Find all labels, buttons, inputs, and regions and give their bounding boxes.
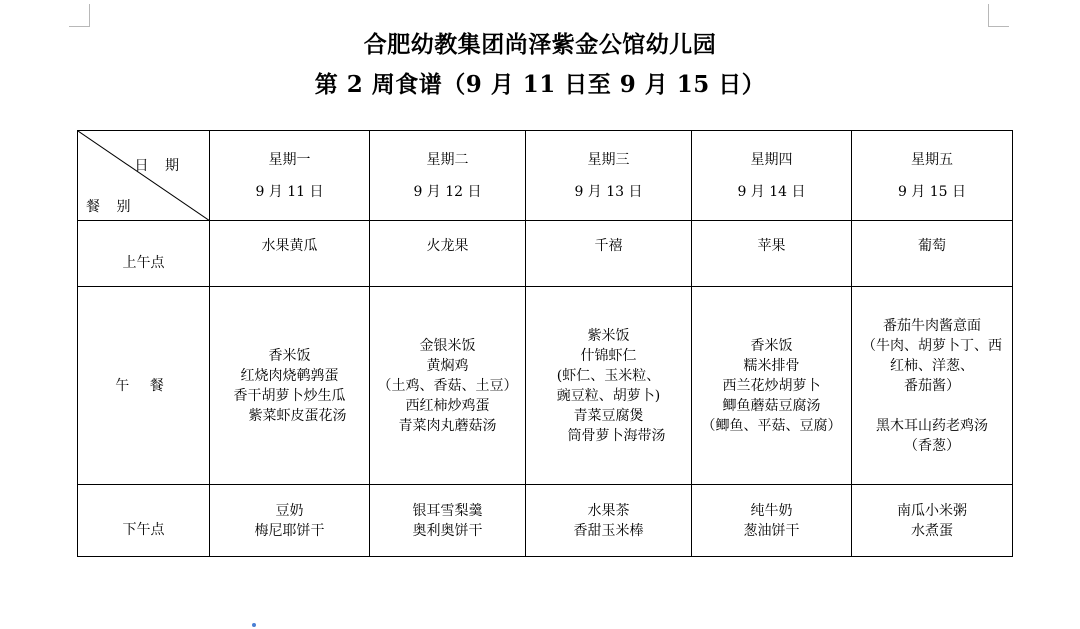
menu-item: 糯米排骨 bbox=[743, 357, 800, 374]
day-date: 9 月 12 日 bbox=[413, 183, 482, 200]
menu-item: 银耳雪梨羹 bbox=[412, 502, 483, 519]
menu-item: 豌豆粒、胡萝卜) bbox=[556, 387, 661, 404]
menu-item: 葱油饼干 bbox=[743, 522, 800, 539]
menu-item: 南瓜小米粥 bbox=[897, 502, 967, 519]
day-name: 星期一 bbox=[268, 151, 311, 168]
lunch-items-thu bbox=[692, 287, 852, 485]
lunch-items-fri bbox=[852, 287, 1013, 485]
menu-item: 黄焖鸡 bbox=[426, 357, 469, 374]
menu-item: 香干胡萝卜炒生瓜 bbox=[233, 387, 346, 404]
day-header-thu bbox=[692, 131, 852, 221]
row-label-lunch bbox=[78, 287, 210, 485]
day-name: 星期二 bbox=[426, 151, 469, 168]
menu-item: 苹果 bbox=[757, 237, 786, 254]
day-header-fri bbox=[852, 131, 1013, 221]
menu-item: 紫菜虾皮蛋花汤 bbox=[248, 407, 347, 424]
row-label-text: 午 餐 bbox=[115, 377, 172, 394]
menu-item: 香米饭 bbox=[268, 347, 311, 364]
menu-item: 紫米饭 bbox=[587, 327, 630, 344]
menu-item: （牛肉、胡萝卜丁、西 bbox=[862, 337, 1002, 354]
menu-item: 鲫鱼蘑菇豆腐汤 bbox=[722, 397, 821, 414]
menu-item: 黑木耳山药老鸡汤 bbox=[876, 417, 988, 434]
day-name: 星期三 bbox=[587, 151, 630, 168]
day-name: 星期五 bbox=[911, 151, 953, 168]
menu-item: 什锦虾仁 bbox=[580, 347, 637, 364]
lunch-items-mon bbox=[210, 287, 370, 485]
menu-item: 千禧 bbox=[594, 237, 623, 254]
menu-item: 金银米饭 bbox=[419, 337, 476, 354]
menu-item: （鲫鱼、平菇、豆腐） bbox=[701, 417, 842, 434]
day-header-wed bbox=[526, 131, 692, 221]
day-date: 9 月 14 日 bbox=[737, 183, 806, 200]
menu-item-spacer bbox=[852, 396, 1012, 416]
page-corner-mark-right bbox=[988, 4, 1009, 27]
morning-item-mon bbox=[210, 221, 370, 287]
menu-item: （土鸡、香菇、土豆） bbox=[377, 377, 518, 394]
day-date: 9 月 13 日 bbox=[574, 183, 643, 200]
menu-item: 葡萄 bbox=[918, 237, 946, 254]
afternoon-items-fri bbox=[852, 485, 1013, 557]
row-label-text: 下午点 bbox=[122, 521, 165, 538]
morning-item-wed bbox=[526, 221, 692, 287]
morning-item-fri bbox=[852, 221, 1013, 287]
menu-item: 红柿、洋葱、 bbox=[890, 357, 974, 374]
lunch-items-wed bbox=[526, 287, 692, 485]
menu-item: 西兰花炒胡萝卜 bbox=[722, 377, 821, 394]
menu-item: 番茄牛肉酱意面 bbox=[883, 317, 981, 334]
afternoon-items-tue bbox=[370, 485, 526, 557]
corner-date-label: 日 期 bbox=[134, 158, 185, 174]
menu-item: 水果茶 bbox=[587, 502, 630, 519]
header-row bbox=[78, 131, 1013, 221]
lunch-items-tue bbox=[370, 287, 526, 485]
day-date: 9 月 11 日 bbox=[255, 183, 324, 200]
menu-item: 番茄酱） bbox=[904, 377, 960, 394]
menu-item: 青菜豆腐煲 bbox=[573, 407, 644, 424]
corner-meal-label: 餐 别 bbox=[86, 199, 137, 215]
row-label-afternoon bbox=[78, 485, 210, 557]
row-label-text: 上午点 bbox=[122, 254, 165, 271]
morning-item-thu bbox=[692, 221, 852, 287]
menu-item: 水煮蛋 bbox=[911, 522, 953, 539]
menu-item: 梅尼耶饼干 bbox=[254, 522, 325, 539]
menu-item: 水果黄瓜 bbox=[261, 237, 318, 254]
afternoon-items-mon bbox=[210, 485, 370, 557]
day-date: 9 月 15 日 bbox=[897, 183, 967, 200]
afternoon-items-thu bbox=[692, 485, 852, 557]
afternoon-items-wed bbox=[526, 485, 692, 557]
afternoon-snack-row bbox=[78, 485, 1013, 557]
menu-item: 青菜肉丸蘑菇汤 bbox=[398, 417, 497, 434]
day-header-mon bbox=[210, 131, 370, 221]
menu-item: 奥利奥饼干 bbox=[412, 522, 483, 539]
menu-item: 纯牛奶 bbox=[750, 502, 793, 519]
lunch-row bbox=[78, 287, 1013, 485]
menu-item: （香葱） bbox=[904, 437, 960, 454]
cursor-dot bbox=[252, 623, 256, 627]
menu-item: 西红柿炒鸡蛋 bbox=[405, 397, 490, 414]
corner-cell bbox=[78, 131, 210, 221]
menu-item: 火龙果 bbox=[426, 237, 469, 254]
morning-snack-row bbox=[78, 221, 1013, 287]
menu-item: 筒骨萝卜海带汤 bbox=[567, 427, 666, 444]
day-header-tue bbox=[370, 131, 526, 221]
day-name: 星期四 bbox=[750, 151, 793, 168]
menu-item: 香甜玉米棒 bbox=[573, 522, 644, 539]
menu-item: 红烧肉烧鹌鹑蛋 bbox=[240, 367, 339, 384]
document-subtitle: 第 2 周食谱（9 月 11 日至 9 月 15 日） bbox=[314, 71, 766, 98]
row-label-morning bbox=[78, 221, 210, 287]
menu-item: 豆奶 bbox=[275, 502, 304, 519]
page-corner-mark-left bbox=[69, 4, 90, 27]
document-title: 合肥幼教集团尚泽紫金公馆幼儿园 bbox=[363, 31, 717, 58]
menu-item: 香米饭 bbox=[750, 337, 793, 354]
menu-table bbox=[77, 130, 1013, 557]
menu-item: (虾仁、玉米粒、 bbox=[556, 367, 661, 384]
morning-item-tue bbox=[370, 221, 526, 287]
